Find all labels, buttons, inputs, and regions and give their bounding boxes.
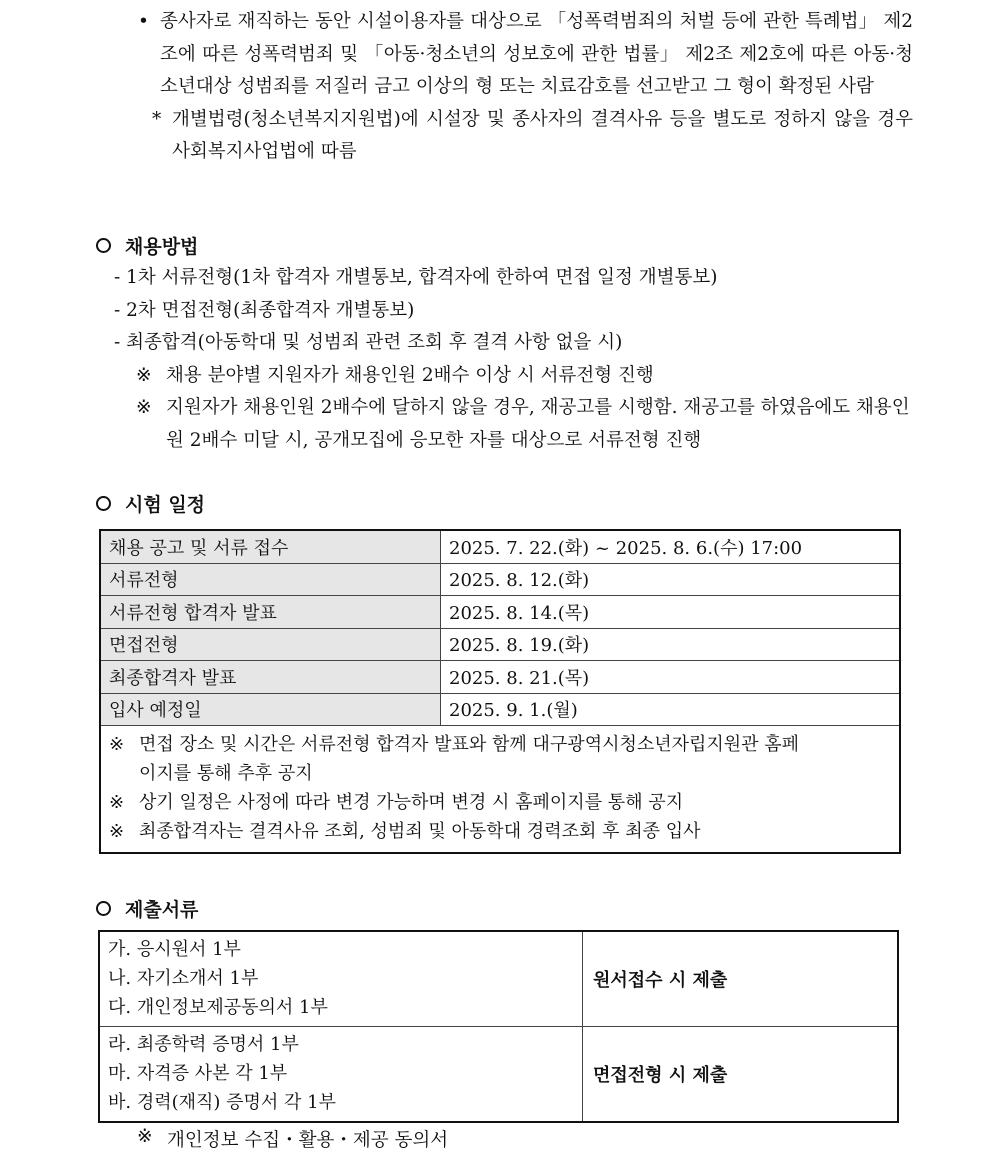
note-marker: ※ bbox=[136, 364, 152, 386]
schedule-note bbox=[109, 788, 891, 817]
method-note bbox=[114, 392, 914, 457]
eligibility-bullet-item bbox=[138, 6, 913, 104]
schedule-notes-cell bbox=[100, 726, 900, 854]
documents-heading bbox=[96, 895, 198, 922]
schedule-label: 서류전형 합격자 발표 bbox=[100, 596, 441, 629]
table-row bbox=[100, 726, 900, 854]
schedule-date: 2025. 8. 21.(목) bbox=[441, 661, 901, 694]
documents-title: 제출서류 bbox=[125, 899, 199, 921]
schedule-heading bbox=[96, 490, 205, 517]
schedule-note bbox=[109, 817, 891, 846]
method-heading bbox=[96, 232, 198, 259]
documents-list-cell bbox=[99, 1027, 583, 1123]
circle-bullet-icon bbox=[96, 238, 111, 253]
note-marker: ※ bbox=[136, 397, 152, 418]
schedule-label: 면접전형 bbox=[100, 628, 441, 661]
method-list bbox=[114, 262, 914, 457]
table-row bbox=[100, 693, 900, 726]
submission-timing: 원서접수 시 제출 bbox=[583, 931, 899, 1027]
note-marker: ※ bbox=[137, 1126, 153, 1147]
schedule-note-text: 최종합격자는 결격사유 조회, 성범죄 및 아동학대 경력조회 후 최종 입사 bbox=[139, 821, 701, 842]
note-marker: ※ bbox=[109, 734, 125, 755]
table-row bbox=[100, 530, 900, 563]
schedule-date: 2025. 9. 1.(월) bbox=[441, 693, 901, 726]
list-item: 바. 경력(재직) 증명서 각 1부 bbox=[108, 1092, 336, 1113]
documents-footer-note bbox=[137, 1126, 448, 1152]
table-row bbox=[99, 1027, 898, 1123]
note-marker: ※ bbox=[109, 792, 125, 813]
schedule-label: 채용 공고 및 서류 접수 bbox=[100, 530, 441, 563]
note-marker: * bbox=[152, 108, 162, 130]
table-row bbox=[100, 628, 900, 661]
eligibility-text: 종사자로 재직하는 동안 시설이용자를 대상으로 「성폭력범죄의 처벌 등에 관한 특례법」 제2조에 따른 성폭력범죄 및 「아동·청소년의 성보호에 관한 법률」 제2조 제2호에 따른 아동·청소년대상 성범죄를 저질러 금고 이상의 형 또는 치료감호를 선고받고 그 형이 확정된 사람 bbox=[160, 11, 913, 97]
bullet-marker: • bbox=[138, 11, 149, 32]
schedule-date: 2025. 8. 19.(화) bbox=[441, 628, 901, 661]
schedule-note bbox=[109, 730, 891, 788]
circle-bullet-icon bbox=[96, 901, 111, 916]
schedule-note-text: 면접 장소 및 시간은 서류전형 합격자 발표와 함께 대구광역시청소년자립지원관 홈페이지를 통해 추후 공지 bbox=[139, 734, 800, 784]
schedule-label: 입사 예정일 bbox=[100, 693, 441, 726]
list-item: 마. 자격증 사본 각 1부 bbox=[108, 1063, 288, 1084]
list-item: 가. 응시원서 1부 bbox=[108, 939, 241, 960]
schedule-date: 2025. 7. 22.(화) ~ 2025. 8. 6.(수) 17:00 bbox=[441, 530, 901, 563]
method-item: - 1차 서류전형(1차 합격자 개별통보, 합격자에 한하여 면접 일정 개별통보) bbox=[114, 267, 718, 288]
eligibility-section bbox=[138, 6, 913, 169]
list-item: 라. 최종학력 증명서 1부 bbox=[108, 1034, 299, 1055]
note-marker: ※ bbox=[109, 821, 125, 842]
table-row bbox=[99, 931, 898, 1027]
schedule-note-text: 상기 일정은 사정에 따라 변경 가능하며 변경 시 홈페이지를 통해 공지 bbox=[139, 792, 684, 813]
list-item: 다. 개인정보제공동의서 1부 bbox=[108, 997, 328, 1018]
method-item: - 최종합격(아동학대 및 성범죄 관련 조회 후 결격 사항 없을 시) bbox=[114, 332, 623, 353]
submission-timing: 면접전형 시 제출 bbox=[583, 1027, 899, 1123]
documents-footer-text: 개인정보 수집・활용・제공 동의서 bbox=[167, 1130, 449, 1151]
circle-bullet-icon bbox=[96, 496, 111, 511]
method-note bbox=[114, 360, 914, 393]
documents-table bbox=[98, 930, 899, 1123]
table-row bbox=[100, 563, 900, 596]
schedule-date: 2025. 8. 12.(화) bbox=[441, 563, 901, 596]
schedule-label: 최종합격자 발표 bbox=[100, 661, 441, 694]
list-item: 나. 자기소개서 1부 bbox=[108, 968, 259, 989]
method-title: 채용방법 bbox=[125, 236, 199, 258]
schedule-date: 2025. 8. 14.(목) bbox=[441, 596, 901, 629]
schedule-label: 서류전형 bbox=[100, 563, 441, 596]
table-row bbox=[100, 596, 900, 629]
method-note-text: 채용 분야별 지원자가 채용인원 2배수 이상 시 서류전형 진행 bbox=[166, 364, 654, 386]
documents-list-cell bbox=[99, 931, 583, 1027]
schedule-title: 시험 일정 bbox=[125, 494, 206, 516]
schedule-table bbox=[99, 529, 901, 854]
method-item: - 2차 면접전형(최종합격자 개별통보) bbox=[114, 299, 415, 321]
eligibility-note-text: 개별법령(청소년복지지원법)에 시설장 및 종사자의 결격사유 등을 별도로 정하지 않을 경우 사회복지사업법에 따름 bbox=[172, 108, 913, 162]
eligibility-note bbox=[152, 104, 913, 169]
table-row bbox=[100, 661, 900, 694]
method-note-text: 지원자가 채용인원 2배수에 달하지 않을 경우, 재공고를 시행함. 재공고를 하였음에도 채용인원 2배수 미달 시, 공개모집에 응모한 자를 대상으로 서류전형 진행 bbox=[166, 397, 910, 451]
